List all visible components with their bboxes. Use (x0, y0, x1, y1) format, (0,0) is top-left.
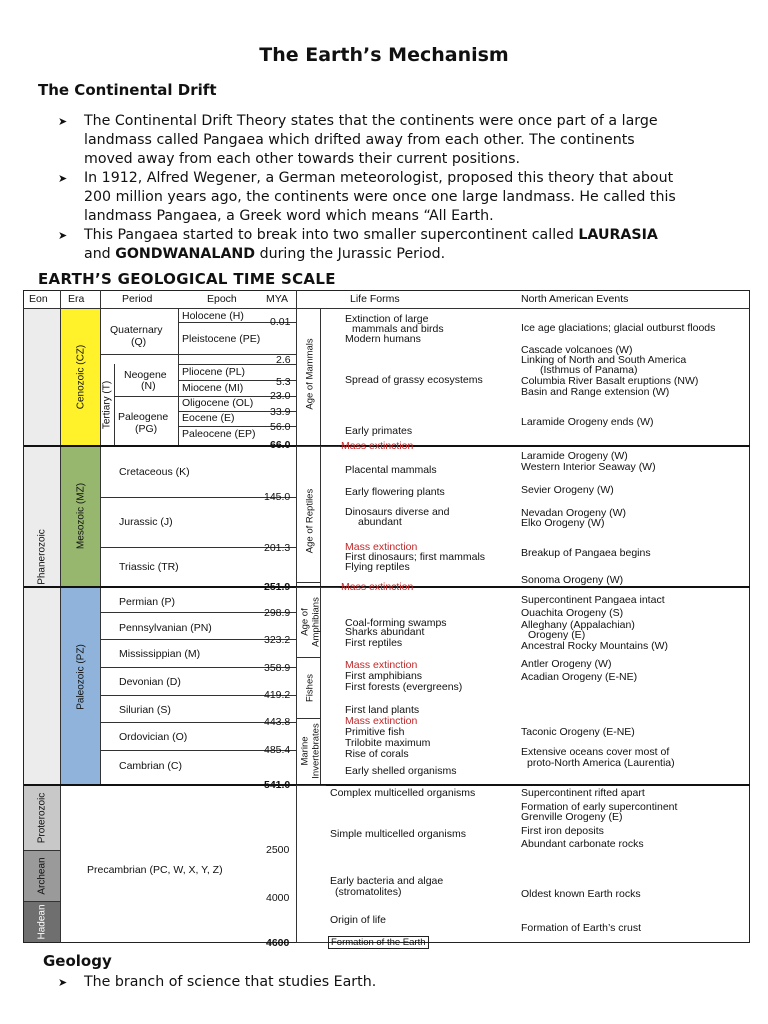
period-label: Jurassic (J) (119, 516, 173, 528)
eon-proterozoic-label: Proterozoic (36, 792, 48, 844)
event: Formation of early supercontinent (521, 801, 678, 813)
event: Linking of North and South America (521, 354, 687, 366)
col-line (114, 364, 115, 446)
event: Ice age glaciations; glacial outburst floods (521, 322, 716, 334)
section-heading-continental-drift: The Continental Drift (38, 81, 217, 99)
event: Laramide Orogeny ends (W) (521, 416, 654, 428)
life-form: Primitive fish (345, 726, 405, 738)
period-label: Cretaceous (K) (119, 466, 190, 478)
event: Grenville Orogeny (E) (521, 811, 623, 823)
mya-value: 485.4 (264, 744, 291, 756)
life-form: Placental mammals (345, 464, 437, 476)
period-label: Devonian (D) (119, 676, 181, 688)
header-rule (23, 308, 750, 309)
mya-value: 33.9 (270, 406, 291, 418)
epoch-label: Eocene (E) (182, 412, 235, 424)
life-form: First forests (evergreens) (345, 681, 463, 693)
event: Laramide Orogeny (W) (521, 450, 628, 462)
age-mammals-label: Age of Mammals (304, 338, 316, 410)
age-fishes-label: Fishes (304, 674, 316, 702)
bullet-line: The branch of science that studies Earth. (84, 974, 377, 990)
bullet-item (58, 973, 720, 992)
life-form: Early flowering plants (345, 486, 445, 498)
event: Cascade volcanoes (W) (521, 344, 633, 356)
mass-extinction-label: Mass extinction (341, 440, 414, 452)
mya-value: 4000 (266, 892, 290, 904)
event: Elko Orogeny (W) (521, 517, 605, 529)
event: Orogeny (E) (528, 629, 586, 641)
bullet-line: and GONDWANALAND during the Jurassic Period. (84, 246, 446, 262)
period-label: Quaternary (110, 324, 163, 336)
mass-extinction-label: Mass extinction (345, 715, 418, 727)
epoch-label: Pliocene (PL) (182, 366, 246, 378)
mya-value: 5.3 (276, 376, 291, 388)
period-label: Triassic (TR) (119, 561, 179, 573)
mya-value: 323.2 (264, 634, 291, 646)
epoch-label: Holocene (H) (182, 310, 244, 322)
life-form: Spread of grassy ecosystems (345, 374, 483, 386)
life-form: Sharks abundant (345, 626, 425, 638)
mya-value: 2.6 (276, 354, 291, 366)
bullet-line: moved away from each other towards their current positions. (84, 151, 520, 167)
life-form: Early primates (345, 425, 413, 437)
mya-value: 419.2 (264, 689, 291, 701)
life-form: Complex multicelled organisms (330, 787, 476, 799)
event: Western Interior Seaway (W) (521, 461, 656, 473)
period-label: Mississippian (M) (119, 648, 201, 660)
life-form: First land plants (345, 704, 420, 716)
life-form: Flying reptiles (345, 561, 410, 573)
period-label: (Q) (131, 336, 147, 348)
epoch-label: Oligocene (OL) (182, 397, 254, 409)
mya-value: 541.0 (264, 779, 291, 791)
event: Acadian Orogeny (E-NE) (521, 671, 638, 683)
life-form: Extinction of large (345, 313, 429, 325)
mya-value: 23.0 (270, 390, 291, 402)
col-line (60, 290, 61, 943)
life-form: Early shelled organisms (345, 765, 457, 777)
life-form: Modern humans (345, 333, 421, 345)
arrow-bullet-icon: ➤ (58, 229, 68, 242)
era-mesozoic-label: Mesozoic (MZ) (75, 482, 87, 550)
life-form: First reptiles (345, 637, 403, 649)
event: Alleghany (Appalachian) (521, 619, 635, 631)
bullet-line: 200 million years ago, the continents were once one large landmass. He called this (84, 189, 676, 205)
event: (Isthmus of Panama) (540, 364, 638, 376)
eon-boundary (24, 784, 750, 786)
period-label: Ordovician (O) (119, 731, 188, 743)
event: Ouachita Orogeny (S) (521, 607, 624, 619)
mya-value: 2500 (266, 844, 290, 856)
epoch-label: Pleistocene (PE) (182, 333, 261, 345)
mya-value: 145.0 (264, 491, 291, 503)
life-form: abundant (358, 516, 402, 528)
time-scale-heading: EARTH’S GEOLOGICAL TIME SCALE (38, 270, 336, 288)
tertiary-label: Tertiary (T) (101, 380, 113, 430)
mya-value: 201.3 (264, 542, 291, 554)
event: Columbia River Basalt eruptions (NW) (521, 375, 699, 387)
header-events: North American Events (521, 293, 629, 305)
life-form: mammals and birds (352, 323, 444, 335)
event: First iron deposits (521, 825, 604, 837)
event: Taconic Orogeny (E-NE) (521, 726, 635, 738)
life-form: Coal-forming swamps (345, 617, 447, 629)
mya-value: 56.0 (270, 421, 291, 433)
eon-phanerozoic-label: Phanerozoic (36, 529, 48, 585)
event: Abundant carbonate rocks (521, 838, 644, 850)
geology-heading: Geology (43, 952, 112, 970)
mass-extinction-label: Mass extinction (345, 541, 418, 553)
life-form: Trilobite maximum (345, 737, 431, 749)
event: Breakup of Pangaea begins (521, 547, 651, 559)
mya-value: 4600 (266, 937, 290, 949)
mya-value: 358.9 (264, 662, 291, 674)
period-label: Paleogene (118, 411, 169, 423)
header-epoch: Epoch (207, 293, 237, 305)
header-life-forms: Life Forms (350, 293, 400, 305)
mya-value: 0.01 (270, 316, 291, 328)
period-label: Permian (P) (119, 596, 176, 608)
event: Supercontinent rifted apart (521, 787, 645, 799)
life-form: First dinosaurs; first mammals (345, 551, 486, 563)
event: Supercontinent Pangaea intact (521, 594, 665, 606)
age-marine-label: Invertebrates (310, 723, 322, 779)
life-form: Dinosaurs diverse and (345, 506, 450, 518)
header-mya: MYA (266, 293, 288, 305)
arrow-bullet-icon: ➤ (58, 115, 68, 128)
event: Formation of Earth’s crust (521, 922, 642, 934)
header-eon: Eon (29, 293, 48, 305)
col-line (100, 290, 101, 786)
mya-value: 443.8 (264, 716, 291, 728)
formation-of-earth-box: Formation of the Earth (328, 936, 429, 949)
event: Oldest known Earth rocks (521, 888, 641, 900)
life-form: Rise of corals (345, 748, 409, 760)
col-line (320, 309, 321, 785)
bullet-line: landmass called Pangaea which drifted away from each other. The continents (84, 132, 635, 148)
arrow-bullet-icon: ➤ (58, 976, 68, 989)
life-form: (stromatolites) (335, 886, 402, 898)
mass-extinction-label: Mass extinction (341, 581, 414, 593)
event: Extensive oceans cover most of (521, 746, 670, 758)
mya-value: 298.9 (264, 607, 291, 619)
epoch-label: Miocene (MI) (182, 382, 244, 394)
eon-hadean-label: Hadean (36, 904, 48, 940)
age-amphibians-label: Amphibians (310, 597, 322, 647)
era-cenozoic-label: Cenozoic (CZ) (75, 344, 87, 410)
bullet-line: This Pangaea started to break into two smaller supercontinent called LAURASIA (84, 227, 658, 243)
bullet-line: The Continental Drift Theory states that the continents were once part of a large (84, 113, 658, 129)
event: Nevadan Orogeny (W) (521, 507, 627, 519)
arrow-bullet-icon: ➤ (58, 172, 68, 185)
period-label: (N) (141, 380, 156, 392)
event: Basin and Range extension (W) (521, 386, 670, 398)
period-label: Silurian (S) (119, 704, 171, 716)
event: proto-North America (Laurentia) (527, 757, 675, 769)
period-label: (PG) (135, 423, 158, 435)
age-reptiles-label: Age of Reptiles (304, 488, 316, 554)
period-label: Cambrian (C) (119, 760, 183, 772)
bullet-line: In 1912, Alfred Wegener, a German meteorologist, proposed this theory that about (84, 170, 674, 186)
epoch-label: Paleocene (EP) (182, 428, 256, 440)
life-form: Origin of life (330, 914, 387, 926)
header-period: Period (122, 293, 153, 305)
event: Sonoma Orogeny (W) (521, 574, 624, 586)
age-marine-label: Marine (299, 736, 311, 766)
eon-archean-label: Archean (36, 857, 48, 895)
life-form: Simple multicelled organisms (330, 828, 466, 840)
life-form: First amphibians (345, 670, 423, 682)
era-paleozoic-label: Paleozoic (PZ) (75, 644, 87, 710)
age-amphibians-label: Age of (299, 608, 311, 636)
period-label: Pennsylvanian (PN) (119, 622, 212, 634)
page-title: The Earth’s Mechanism (259, 44, 509, 66)
mass-extinction-label: Mass extinction (345, 659, 418, 671)
period-label: Precambrian (PC, W, X, Y, Z) (87, 864, 223, 876)
bullet-line: landmass Pangaea, a Greek word which means “All Earth. (84, 208, 494, 224)
mya-value: 251.9 (264, 581, 291, 593)
col-line (296, 290, 297, 943)
mya-value: 66.0 (270, 439, 291, 451)
period-label: Neogene (124, 369, 167, 381)
event: Antler Orogeny (W) (521, 658, 612, 670)
header-era: Era (68, 293, 85, 305)
event: Sevier Orogeny (W) (521, 484, 614, 496)
life-form: Early bacteria and algae (330, 875, 444, 887)
event: Ancestral Rocky Mountains (W) (521, 640, 669, 652)
